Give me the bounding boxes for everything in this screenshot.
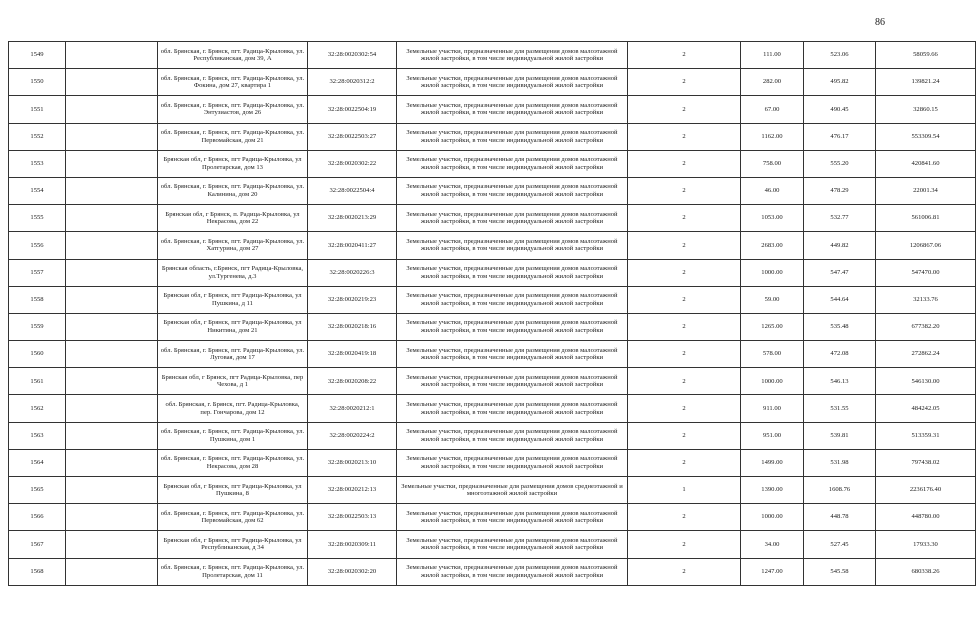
address-cell: обл. Брянская, г. Брянск, пгт. Радица-Крыловка, ул. Некрасова, дом 28 [158, 449, 308, 476]
table-row [9, 368, 976, 395]
land-use-cell: Земельные участки, предназначенные для размещения домов малоэтажной жилой застройки, в том числе индивидуальной жилой застройки [397, 123, 628, 150]
cadastral-value-cell: 58059.66 [876, 42, 976, 69]
area-cell: 1390.00 [741, 477, 804, 504]
table-row [9, 395, 976, 422]
table-row [9, 449, 976, 476]
blank-cell [66, 504, 158, 531]
cadastral-value-cell: 17933.30 [876, 531, 976, 558]
unit-price-cell: 476.17 [804, 123, 876, 150]
row-number: 1564 [9, 449, 66, 476]
cadastral-number-cell: 32:28:0020213:29 [308, 205, 397, 232]
table-row [9, 286, 976, 313]
unit-price-cell: 490.45 [804, 96, 876, 123]
address-cell: Брянская обл, г Брянск, пгт Радица-Крыловка, пер Чехова, д 1 [158, 368, 308, 395]
category-cell: 2 [628, 395, 741, 422]
category-cell: 2 [628, 286, 741, 313]
cadastral-value-cell: 561006.81 [876, 205, 976, 232]
area-cell: 1265.00 [741, 313, 804, 340]
land-use-cell: Земельные участки, предназначенные для размещения домов малоэтажной жилой застройки, в том числе индивидуальной жилой застройки [397, 422, 628, 449]
row-number: 1561 [9, 368, 66, 395]
blank-cell [66, 449, 158, 476]
cadastral-value-cell: 448780.00 [876, 504, 976, 531]
category-cell: 2 [628, 123, 741, 150]
unit-price-cell: 523.06 [804, 42, 876, 69]
cadastral-number-cell: 32:28:0022504:4 [308, 177, 397, 204]
cadastral-value-cell: 2236176.40 [876, 477, 976, 504]
category-cell: 2 [628, 205, 741, 232]
area-cell: 67.00 [741, 96, 804, 123]
cadastral-number-cell: 32:28:0020208:22 [308, 368, 397, 395]
address-cell: обл. Брянская, г. Брянск, пгт. Радица-Крыловка, ул. Пролетарская, дом 11 [158, 558, 308, 585]
land-use-cell: Земельные участки, предназначенные для размещения домов малоэтажной жилой застройки, в том числе индивидуальной жилой застройки [397, 42, 628, 69]
cadastral-number-cell: 32:28:0022504:19 [308, 96, 397, 123]
area-cell: 951.00 [741, 422, 804, 449]
cadastral-number-cell: 32:28:0020226:3 [308, 259, 397, 286]
area-cell: 59.00 [741, 286, 804, 313]
unit-price-cell: 527.45 [804, 531, 876, 558]
blank-cell [66, 177, 158, 204]
blank-cell [66, 205, 158, 232]
area-cell: 911.00 [741, 395, 804, 422]
land-use-cell: Земельные участки, предназначенные для размещения домов малоэтажной жилой застройки, в том числе индивидуальной жилой застройки [397, 395, 628, 422]
row-number: 1563 [9, 422, 66, 449]
category-cell: 2 [628, 150, 741, 177]
land-use-cell: Земельные участки, предназначенные для размещения домов малоэтажной жилой застройки, в том числе индивидуальной жилой застройки [397, 232, 628, 259]
address-cell: Брянская обл, г Брянск, пгт Радица-Крыловка, ул Пушкина, д 11 [158, 286, 308, 313]
cadastral-value-cell: 677382.20 [876, 313, 976, 340]
address-cell: Брянская обл, г Брянск, пгт Радица-Крыловка, ул Республиканская, д 34 [158, 531, 308, 558]
cadastral-number-cell: 32:28:0020411:27 [308, 232, 397, 259]
unit-price-cell: 546.13 [804, 368, 876, 395]
unit-price-cell: 539.81 [804, 422, 876, 449]
table-row [9, 313, 976, 340]
unit-price-cell: 535.48 [804, 313, 876, 340]
cadastral-value-cell: 22001.34 [876, 177, 976, 204]
land-use-cell: Земельные участки, предназначенные для размещения домов среднеэтажной и многоэтажной жилой застройки [397, 477, 628, 504]
table-row [9, 341, 976, 368]
cadastral-number-cell: 32:28:0020213:10 [308, 449, 397, 476]
address-cell: Брянская область, г.Брянск, пгт Радица-Крыловка, ул.Тургенева, д.3 [158, 259, 308, 286]
table-row [9, 259, 976, 286]
cadastral-value-cell: 484242.05 [876, 395, 976, 422]
blank-cell [66, 123, 158, 150]
category-cell: 1 [628, 477, 741, 504]
table-body [9, 42, 976, 586]
cadastral-number-cell: 32:28:0020224:2 [308, 422, 397, 449]
category-cell: 2 [628, 313, 741, 340]
row-number: 1550 [9, 69, 66, 96]
unit-price-cell: 448.78 [804, 504, 876, 531]
area-cell: 282.00 [741, 69, 804, 96]
table-row [9, 96, 976, 123]
category-cell: 2 [628, 96, 741, 123]
page-number: 86 [875, 17, 885, 28]
row-number: 1549 [9, 42, 66, 69]
row-number: 1555 [9, 205, 66, 232]
address-cell: обл. Брянская, г. Брянск, пгт. Радица-Крыловка, ул. Республиканская, дом 39, А [158, 42, 308, 69]
table-row [9, 504, 976, 531]
category-cell: 2 [628, 177, 741, 204]
land-use-cell: Земельные участки, предназначенные для размещения домов малоэтажной жилой застройки, в том числе индивидуальной жилой застройки [397, 449, 628, 476]
row-number: 1558 [9, 286, 66, 313]
category-cell: 2 [628, 558, 741, 585]
unit-price-cell: 531.98 [804, 449, 876, 476]
address-cell: обл. Брянская, г. Брянск, пгт. Радица-Крыловка, ул. Первомайская, дом 62 [158, 504, 308, 531]
blank-cell [66, 313, 158, 340]
land-use-cell: Земельные участки, предназначенные для размещения домов малоэтажной жилой застройки, в том числе индивидуальной жилой застройки [397, 69, 628, 96]
cadastral-number-cell: 32:28:0020419:18 [308, 341, 397, 368]
cadastral-number-cell: 32:28:0020302:54 [308, 42, 397, 69]
land-use-cell: Земельные участки, предназначенные для размещения домов малоэтажной жилой застройки, в том числе индивидуальной жилой застройки [397, 504, 628, 531]
row-number: 1556 [9, 232, 66, 259]
category-cell: 2 [628, 259, 741, 286]
category-cell: 2 [628, 422, 741, 449]
row-number: 1554 [9, 177, 66, 204]
unit-price-cell: 545.58 [804, 558, 876, 585]
address-cell: обл. Брянская, г. Брянск, пгт. Радица-Крыловка, ул. Первомайская, дом 21 [158, 123, 308, 150]
table-row [9, 150, 976, 177]
blank-cell [66, 259, 158, 286]
table-row [9, 232, 976, 259]
row-number: 1568 [9, 558, 66, 585]
address-cell: обл. Брянская, г. Брянск, пгт. Радица-Крыловка, ул. Фокина, дом 27, квартира 1 [158, 69, 308, 96]
land-use-cell: Земельные участки, предназначенные для размещения домов малоэтажной жилой застройки, в том числе индивидуальной жилой застройки [397, 177, 628, 204]
land-plots-table [8, 41, 976, 586]
blank-cell [66, 558, 158, 585]
unit-price-cell: 449.82 [804, 232, 876, 259]
table-row [9, 69, 976, 96]
land-use-cell: Земельные участки, предназначенные для размещения домов малоэтажной жилой застройки, в том числе индивидуальной жилой застройки [397, 205, 628, 232]
unit-price-cell: 472.08 [804, 341, 876, 368]
cadastral-number-cell: 32:28:0020219:23 [308, 286, 397, 313]
address-cell: обл. Брянская, г. Брянск, пгт. Радица-Крыловка, ул. Энтузиастов, дом 26 [158, 96, 308, 123]
cadastral-number-cell: 32:28:0022503:13 [308, 504, 397, 531]
row-number: 1551 [9, 96, 66, 123]
area-cell: 111.00 [741, 42, 804, 69]
land-use-cell: Земельные участки, предназначенные для размещения домов малоэтажной жилой застройки, в том числе индивидуальной жилой застройки [397, 313, 628, 340]
category-cell: 2 [628, 531, 741, 558]
area-cell: 2683.00 [741, 232, 804, 259]
cadastral-value-cell: 1206867.06 [876, 232, 976, 259]
address-cell: Брянская обл, г Брянск, п. Радица-Крыловка, ул Некрасова, дом 22 [158, 205, 308, 232]
unit-price-cell: 544.64 [804, 286, 876, 313]
table-row [9, 558, 976, 585]
cadastral-number-cell: 32:28:0020309:11 [308, 531, 397, 558]
area-cell: 46.00 [741, 177, 804, 204]
blank-cell [66, 531, 158, 558]
blank-cell [66, 422, 158, 449]
category-cell: 2 [628, 449, 741, 476]
cadastral-number-cell: 32:28:0020302:20 [308, 558, 397, 585]
blank-cell [66, 286, 158, 313]
cadastral-value-cell: 546130.00 [876, 368, 976, 395]
blank-cell [66, 96, 158, 123]
blank-cell [66, 69, 158, 96]
cadastral-number-cell: 32:28:0020212:1 [308, 395, 397, 422]
cadastral-number-cell: 32:28:0020218:16 [308, 313, 397, 340]
cadastral-value-cell: 272862.24 [876, 341, 976, 368]
land-use-cell: Земельные участки, предназначенные для размещения домов малоэтажной жилой застройки, в том числе индивидуальной жилой застройки [397, 341, 628, 368]
cadastral-number-cell: 32:28:0022503:27 [308, 123, 397, 150]
area-cell: 758.00 [741, 150, 804, 177]
row-number: 1559 [9, 313, 66, 340]
unit-price-cell: 495.82 [804, 69, 876, 96]
area-cell: 1247.00 [741, 558, 804, 585]
cadastral-value-cell: 797438.02 [876, 449, 976, 476]
cadastral-value-cell: 547470.00 [876, 259, 976, 286]
area-cell: 1000.00 [741, 259, 804, 286]
category-cell: 2 [628, 232, 741, 259]
table-row [9, 123, 976, 150]
blank-cell [66, 395, 158, 422]
table-row [9, 42, 976, 69]
blank-cell [66, 477, 158, 504]
category-cell: 2 [628, 42, 741, 69]
area-cell: 578.00 [741, 341, 804, 368]
cadastral-value-cell: 32133.76 [876, 286, 976, 313]
cadastral-number-cell: 32:28:0020312:2 [308, 69, 397, 96]
table-row [9, 205, 976, 232]
blank-cell [66, 368, 158, 395]
address-cell: обл. Брянская, г. Брянск, пгт. Радица-Крыловка, ул. Луговая, дом 17 [158, 341, 308, 368]
blank-cell [66, 341, 158, 368]
area-cell: 1499.00 [741, 449, 804, 476]
table-row [9, 177, 976, 204]
cadastral-value-cell: 32860.15 [876, 96, 976, 123]
table-row [9, 422, 976, 449]
category-cell: 2 [628, 69, 741, 96]
cadastral-value-cell: 420841.60 [876, 150, 976, 177]
address-cell: Брянская обл, г Брянск, пгт Радица-Крыловка, ул Пушкина, 8 [158, 477, 308, 504]
cadastral-value-cell: 513359.31 [876, 422, 976, 449]
cadastral-value-cell: 680338.26 [876, 558, 976, 585]
address-cell: Брянская обл, г Брянск, пгт Радица-Крыловка, ул Никитина, дом 21 [158, 313, 308, 340]
unit-price-cell: 532.77 [804, 205, 876, 232]
land-use-cell: Земельные участки, предназначенные для размещения домов малоэтажной жилой застройки, в том числе индивидуальной жилой застройки [397, 259, 628, 286]
area-cell: 1000.00 [741, 368, 804, 395]
unit-price-cell: 555.20 [804, 150, 876, 177]
address-cell: обл. Брянская, г. Брянск, пгт. Радица-Крыловка, ул. Пушкина, дом 1 [158, 422, 308, 449]
unit-price-cell: 547.47 [804, 259, 876, 286]
unit-price-cell: 1608.76 [804, 477, 876, 504]
blank-cell [66, 232, 158, 259]
table-row [9, 477, 976, 504]
address-cell: обл. Брянская, г. Брянск, пгт. Радица-Крыловка, ул. Хатгурина, дом 27 [158, 232, 308, 259]
row-number: 1565 [9, 477, 66, 504]
area-cell: 34.00 [741, 531, 804, 558]
row-number: 1567 [9, 531, 66, 558]
row-number: 1560 [9, 341, 66, 368]
blank-cell [66, 150, 158, 177]
address-cell: обл. Брянская, г. Брянск, пгт. Радица-Крыловка, ул. Калинина, дом 20 [158, 177, 308, 204]
cadastral-number-cell: 32:28:0020302:22 [308, 150, 397, 177]
land-use-cell: Земельные участки, предназначенные для размещения домов малоэтажной жилой застройки, в том числе индивидуальной жилой застройки [397, 286, 628, 313]
cadastral-value-cell: 139821.24 [876, 69, 976, 96]
land-use-cell: Земельные участки, предназначенные для размещения домов малоэтажной жилой застройки, в том числе индивидуальной жилой застройки [397, 531, 628, 558]
cadastral-number-cell: 32:28:0020212:13 [308, 477, 397, 504]
unit-price-cell: 478.29 [804, 177, 876, 204]
category-cell: 2 [628, 341, 741, 368]
land-use-cell: Земельные участки, предназначенные для размещения домов малоэтажной жилой застройки, в том числе индивидуальной жилой застройки [397, 558, 628, 585]
land-use-cell: Земельные участки, предназначенные для размещения домов малоэтажной жилой застройки, в том числе индивидуальной жилой застройки [397, 96, 628, 123]
row-number: 1557 [9, 259, 66, 286]
row-number: 1552 [9, 123, 66, 150]
address-cell: обл. Брянская, г. Брянск, пгт. Радица-Крыловка, пер. Гончарова, дом 12 [158, 395, 308, 422]
category-cell: 2 [628, 504, 741, 531]
land-use-cell: Земельные участки, предназначенные для размещения домов малоэтажной жилой застройки, в том числе индивидуальной жилой застройки [397, 150, 628, 177]
cadastral-value-cell: 553309.54 [876, 123, 976, 150]
area-cell: 1162.00 [741, 123, 804, 150]
land-use-cell: Земельные участки, предназначенные для размещения домов малоэтажной жилой застройки, в том числе индивидуальной жилой застройки [397, 368, 628, 395]
area-cell: 1000.00 [741, 504, 804, 531]
table-row [9, 531, 976, 558]
blank-cell [66, 42, 158, 69]
row-number: 1562 [9, 395, 66, 422]
area-cell: 1053.00 [741, 205, 804, 232]
address-cell: Брянская обл, г Брянск, пгт Радица-Крыловка, ул Пролетарская, дом 13 [158, 150, 308, 177]
category-cell: 2 [628, 368, 741, 395]
unit-price-cell: 531.55 [804, 395, 876, 422]
row-number: 1566 [9, 504, 66, 531]
row-number: 1553 [9, 150, 66, 177]
